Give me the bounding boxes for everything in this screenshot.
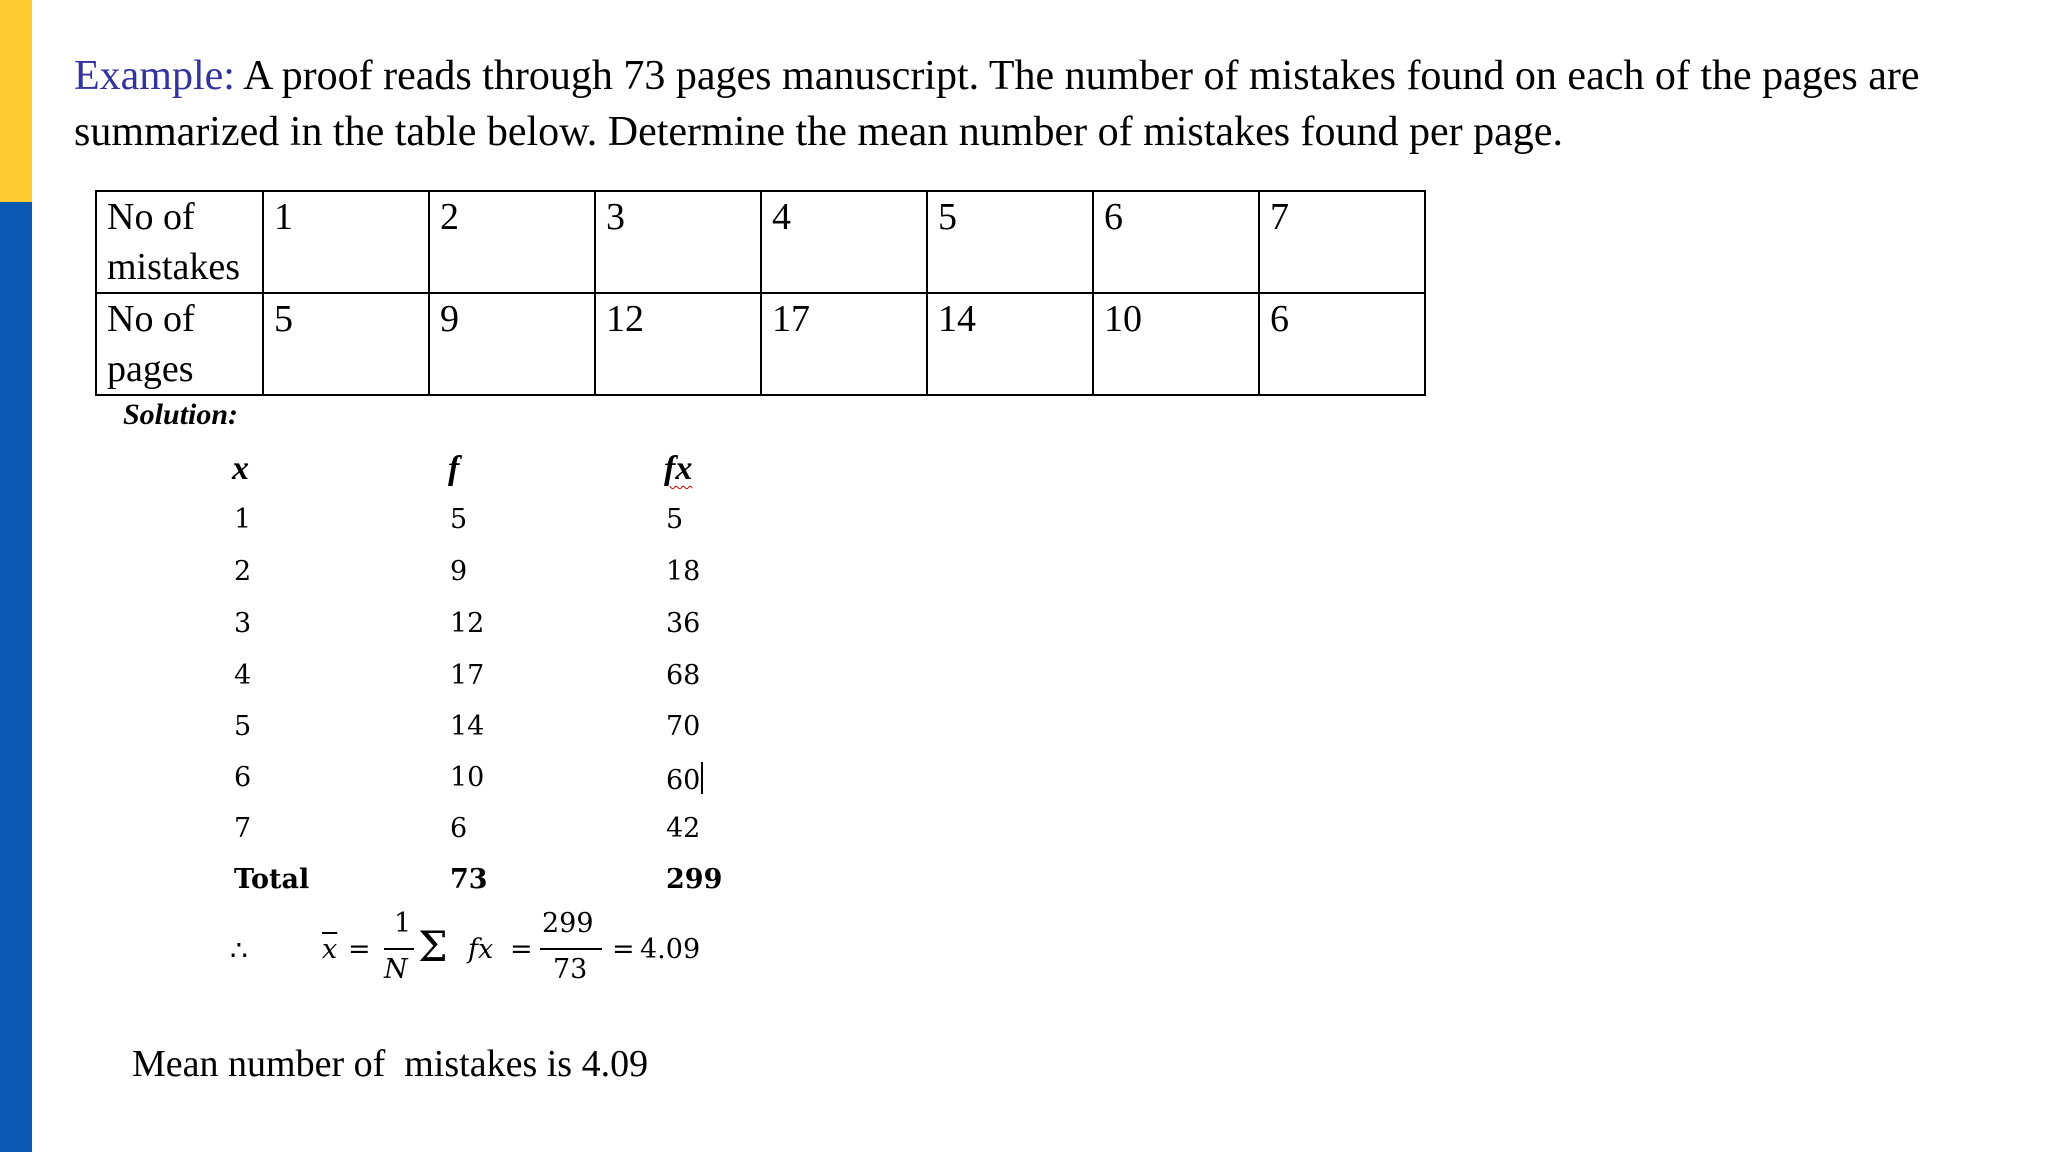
- table-cell: 1: [263, 191, 429, 293]
- fx-term: fx: [468, 934, 494, 965]
- row-header-pages: [96, 293, 263, 395]
- accent-bar-blue: [0, 202, 32, 1152]
- example-label: Example:: [74, 53, 235, 99]
- cell-x: 5: [234, 711, 252, 742]
- mean-symbol: $\overline{x}$: [322, 934, 338, 965]
- total-fx: 299: [666, 864, 723, 895]
- mistakes-table: [95, 190, 1426, 396]
- table-cell: 6: [1093, 191, 1259, 293]
- table-row-pages: [96, 293, 1425, 395]
- cell-f: 5: [450, 504, 468, 535]
- accent-bar-yellow: [0, 0, 32, 202]
- row-header-line: No of: [107, 298, 195, 340]
- text-cursor: [701, 762, 703, 794]
- cell-x: 2: [234, 556, 252, 587]
- row-header-line: No of: [107, 196, 195, 238]
- cell-x: 7: [234, 813, 252, 844]
- problem-statement: [74, 48, 2014, 160]
- cell-fx: 18: [666, 556, 701, 587]
- cell-x: 1: [234, 504, 252, 535]
- cell-fx: 5: [666, 504, 684, 535]
- cell-x: 6: [234, 762, 252, 793]
- table-cell: 4: [761, 191, 927, 293]
- cell-fx-with-caret: [666, 762, 703, 796]
- equals-sign: =: [510, 934, 533, 965]
- col-header-x: x: [232, 450, 249, 487]
- sigma-symbol: Σ: [418, 922, 448, 971]
- fraction-bar: [384, 948, 414, 950]
- solution-heading: Solution:: [123, 398, 239, 431]
- table-row-mistakes: [96, 191, 1425, 293]
- table-cell: 5: [263, 293, 429, 395]
- table-cell: 17: [761, 293, 927, 395]
- col-header-f: f: [448, 450, 460, 487]
- table-cell: 7: [1259, 191, 1425, 293]
- cell-f: 10: [450, 762, 485, 793]
- row-header-mistakes: [96, 191, 263, 293]
- therefore-symbol: ∴: [230, 934, 248, 967]
- conclusion-text: Mean number of mistakes is 4.09: [132, 1043, 649, 1085]
- table-cell: 3: [595, 191, 761, 293]
- cell-fx: 36: [666, 608, 701, 639]
- mean-result: 4.09: [640, 934, 701, 965]
- cell-fx: 60: [666, 765, 701, 796]
- cell-f: 9: [450, 556, 468, 587]
- cell-fx: 70: [666, 711, 701, 742]
- fraction-bar: [540, 948, 602, 950]
- total-label: Total: [234, 864, 310, 895]
- problem-text: A proof reads through 73 pages manuscript. The number of mistakes found on each of the pages are summarized in the table below. Determine the mean number of mistakes found per page.: [74, 53, 1920, 155]
- fraction-numerator: 299: [542, 908, 594, 939]
- row-header-line: pages: [107, 348, 194, 390]
- cell-f: 17: [450, 660, 485, 691]
- total-f: 73: [450, 864, 488, 895]
- table-cell: 10: [1093, 293, 1259, 395]
- cell-x: 3: [234, 608, 252, 639]
- cell-f: 6: [450, 813, 468, 844]
- cell-x: 4: [234, 660, 252, 691]
- table-cell: 9: [429, 293, 595, 395]
- table-cell: 6: [1259, 293, 1425, 395]
- table-cell: 14: [927, 293, 1093, 395]
- table-cell: 12: [595, 293, 761, 395]
- col-header-fx: fx: [664, 450, 693, 487]
- fraction-numerator: 1: [394, 908, 412, 939]
- table-cell: 5: [927, 191, 1093, 293]
- row-header-line: mistakes: [107, 246, 240, 288]
- fraction-denominator: N: [384, 954, 408, 985]
- equals-sign: =: [612, 934, 635, 965]
- cell-fx: 42: [666, 813, 701, 844]
- table-cell: 2: [429, 191, 595, 293]
- cell-f: 12: [450, 608, 485, 639]
- fraction-denominator: 73: [553, 954, 588, 985]
- cell-fx: 68: [666, 660, 701, 691]
- equals-sign: =: [348, 934, 371, 965]
- cell-f: 14: [450, 711, 485, 742]
